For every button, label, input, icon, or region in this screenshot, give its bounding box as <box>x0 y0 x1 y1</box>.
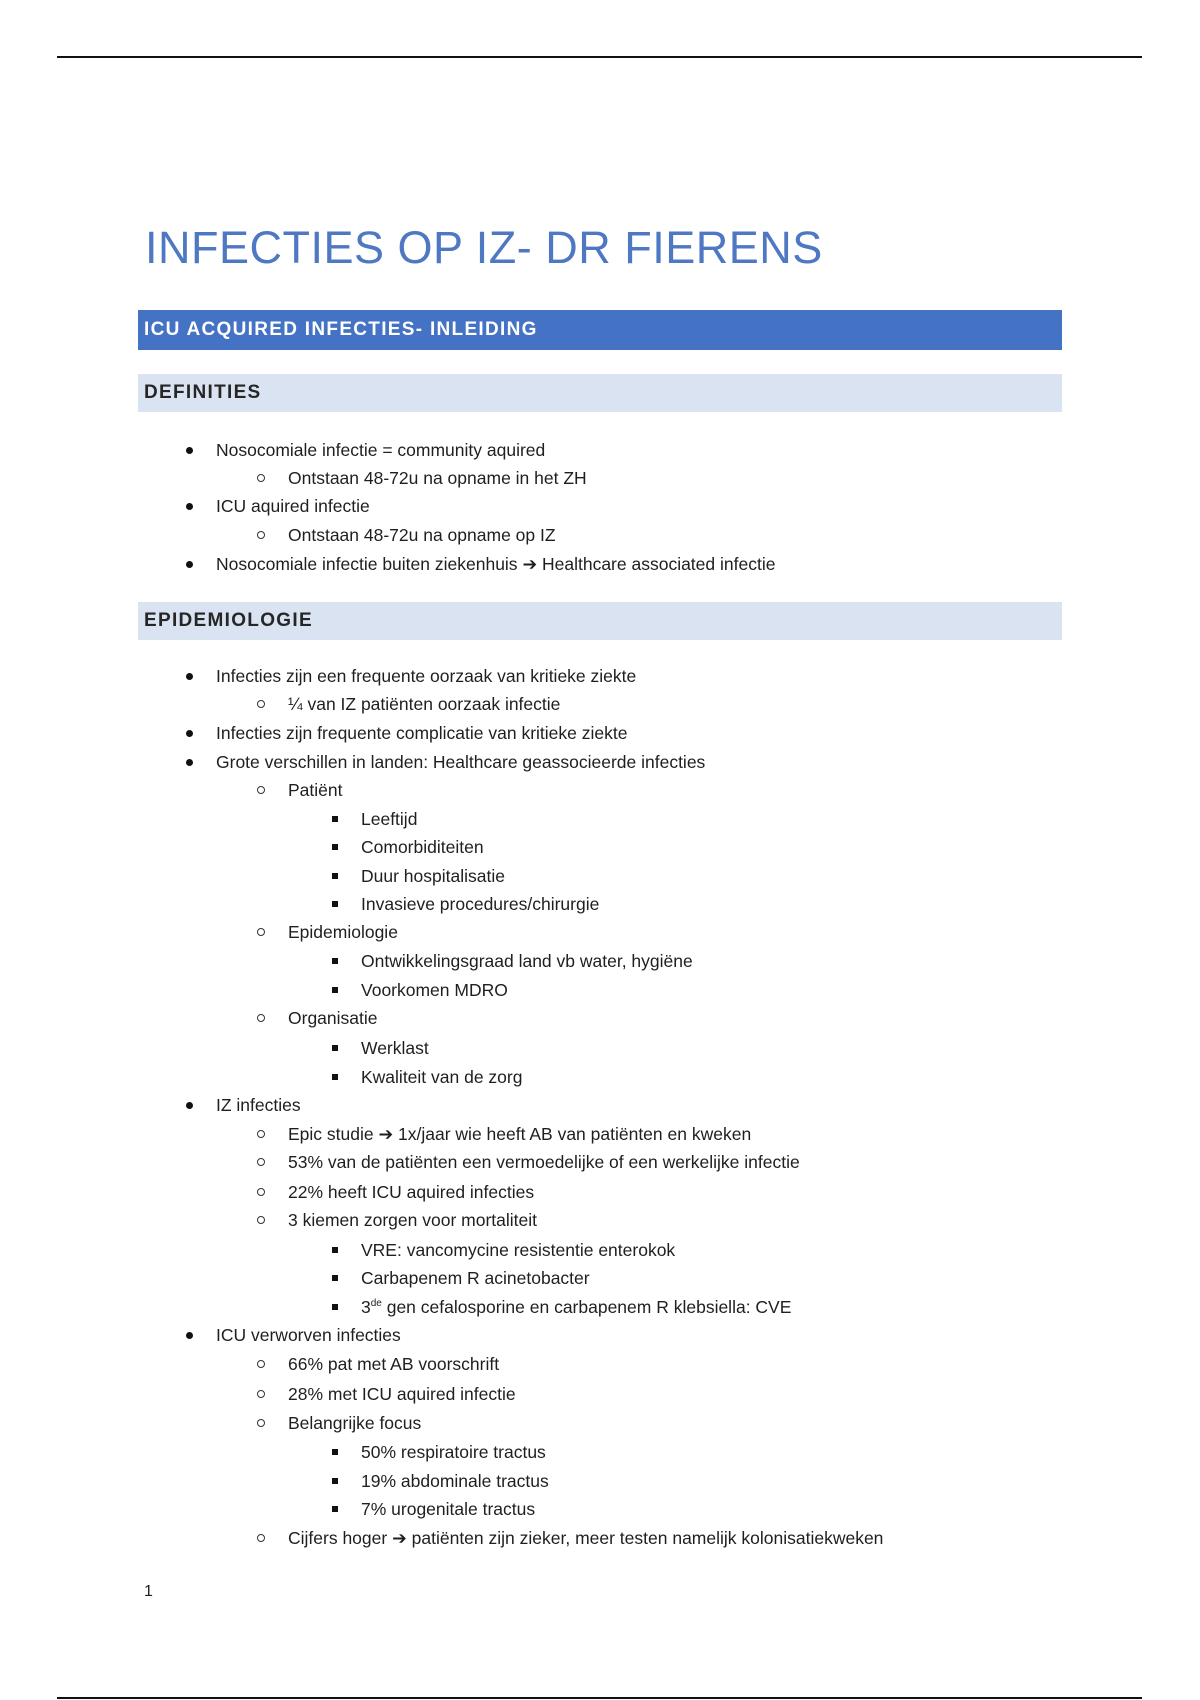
footer-rule <box>57 1697 1142 1699</box>
circle-bullet-icon <box>254 521 268 549</box>
subheading-definities: DEFINITIES <box>138 374 1062 412</box>
list-item: VRE: vancomycine resistentie enterokok <box>361 1236 675 1264</box>
list-item: ICU aquired infectie <box>216 492 370 520</box>
list-item: 19% abdominale tractus <box>361 1467 549 1495</box>
square-bullet-icon <box>328 862 342 890</box>
list-item: Werklast <box>361 1034 429 1062</box>
square-bullet-icon <box>328 1293 342 1321</box>
list-item: Epic studie ➔ 1x/jaar wie heeft AB van patiënten en kweken <box>288 1120 751 1148</box>
bullet-icon <box>182 550 196 578</box>
circle-bullet-icon <box>254 464 268 492</box>
list-item: Leeftijd <box>361 805 417 833</box>
square-bullet-icon <box>328 805 342 833</box>
list-item: Invasieve procedures/chirurgie <box>361 890 599 918</box>
list-item: Nosocomiale infectie buiten ziekenhuis ➔ Healthcare associated infectie <box>216 550 775 578</box>
circle-bullet-icon <box>254 1206 268 1234</box>
circle-bullet-icon <box>254 1148 268 1176</box>
list-item: 22% heeft ICU aquired infecties <box>288 1178 534 1206</box>
square-bullet-icon <box>328 1236 342 1264</box>
square-bullet-icon <box>328 1063 342 1091</box>
list-item: Ontwikkelingsgraad land vb water, hygiëne <box>361 947 693 975</box>
list-item: IZ infecties <box>216 1091 301 1119</box>
arrow-right-icon: ➔ <box>522 554 538 574</box>
subheading-epidemiologie: EPIDEMIOLOGIE <box>138 602 1062 640</box>
header-rule <box>57 56 1142 58</box>
circle-bullet-icon <box>254 1120 268 1148</box>
list-item: Grote verschillen in landen: Healthcare geassocieerde infecties <box>216 748 705 776</box>
bullet-icon <box>182 436 196 464</box>
circle-bullet-icon <box>254 1350 268 1378</box>
square-bullet-icon <box>328 1034 342 1062</box>
list-item: Carbapenem R acinetobacter <box>361 1264 590 1292</box>
list-item: 66% pat met AB voorschrift <box>288 1350 499 1378</box>
list-item: Nosocomiale infectie = community aquired <box>216 436 545 464</box>
circle-bullet-icon <box>254 1178 268 1206</box>
list-item: Infecties zijn een frequente oorzaak van kritieke ziekte <box>216 662 636 690</box>
list-item: 28% met ICU aquired infectie <box>288 1380 516 1408</box>
square-bullet-icon <box>328 890 342 918</box>
circle-bullet-icon <box>254 1524 268 1552</box>
bullet-icon <box>182 1321 196 1349</box>
bullet-icon <box>182 719 196 747</box>
list-item: Comorbiditeiten <box>361 833 484 861</box>
square-bullet-icon <box>328 947 342 975</box>
list-item: Organisatie <box>288 1004 378 1032</box>
circle-bullet-icon <box>254 1380 268 1408</box>
list-item: Voorkomen MDRO <box>361 976 508 1004</box>
list-item: ¼ van IZ patiënten oorzaak infectie <box>288 690 560 718</box>
bullet-icon <box>182 492 196 520</box>
list-item: 3de gen cefalosporine en carbapenem R klebsiella: CVE <box>361 1293 791 1321</box>
arrow-right-icon: ➔ <box>378 1124 394 1144</box>
list-item: Ontstaan 48-72u na opname in het ZH <box>288 464 587 492</box>
list-item: Infecties zijn frequente complicatie van kritieke ziekte <box>216 719 627 747</box>
square-bullet-icon <box>328 1467 342 1495</box>
list-item: Cijfers hoger ➔ patiënten zijn zieker, meer testen namelijk kolonisatiekweken <box>288 1524 883 1552</box>
list-item: Patiënt <box>288 776 342 804</box>
list-item: Duur hospitalisatie <box>361 862 505 890</box>
circle-bullet-icon <box>254 776 268 804</box>
list-item: 53% van de patiënten een vermoedelijke of een werkelijke infectie <box>288 1148 800 1176</box>
circle-bullet-icon <box>254 1004 268 1032</box>
bullet-icon <box>182 662 196 690</box>
list-item: Ontstaan 48-72u na opname op IZ <box>288 521 556 549</box>
square-bullet-icon <box>328 976 342 1004</box>
document-title: INFECTIES OP IZ- DR FIERENS <box>145 222 823 273</box>
square-bullet-icon <box>328 1264 342 1292</box>
circle-bullet-icon <box>254 690 268 718</box>
arrow-right-icon: ➔ <box>392 1528 407 1548</box>
page-number: 1 <box>144 1583 153 1600</box>
list-item: Kwaliteit van de zorg <box>361 1063 522 1091</box>
list-item: ICU verworven infecties <box>216 1321 401 1349</box>
list-item: 50% respiratoire tractus <box>361 1438 546 1466</box>
list-item: Belangrijke focus <box>288 1409 421 1437</box>
bullet-icon <box>182 1091 196 1119</box>
section-heading-icu-acquired: ICU ACQUIRED INFECTIES- INLEIDING <box>138 310 1062 350</box>
list-item: Epidemiologie <box>288 918 398 946</box>
square-bullet-icon <box>328 1495 342 1523</box>
list-item: 3 kiemen zorgen voor mortaliteit <box>288 1206 537 1234</box>
bullet-icon <box>182 748 196 776</box>
circle-bullet-icon <box>254 918 268 946</box>
square-bullet-icon <box>328 1438 342 1466</box>
list-item: 7% urogenitale tractus <box>361 1495 535 1523</box>
square-bullet-icon <box>328 833 342 861</box>
circle-bullet-icon <box>254 1409 268 1437</box>
